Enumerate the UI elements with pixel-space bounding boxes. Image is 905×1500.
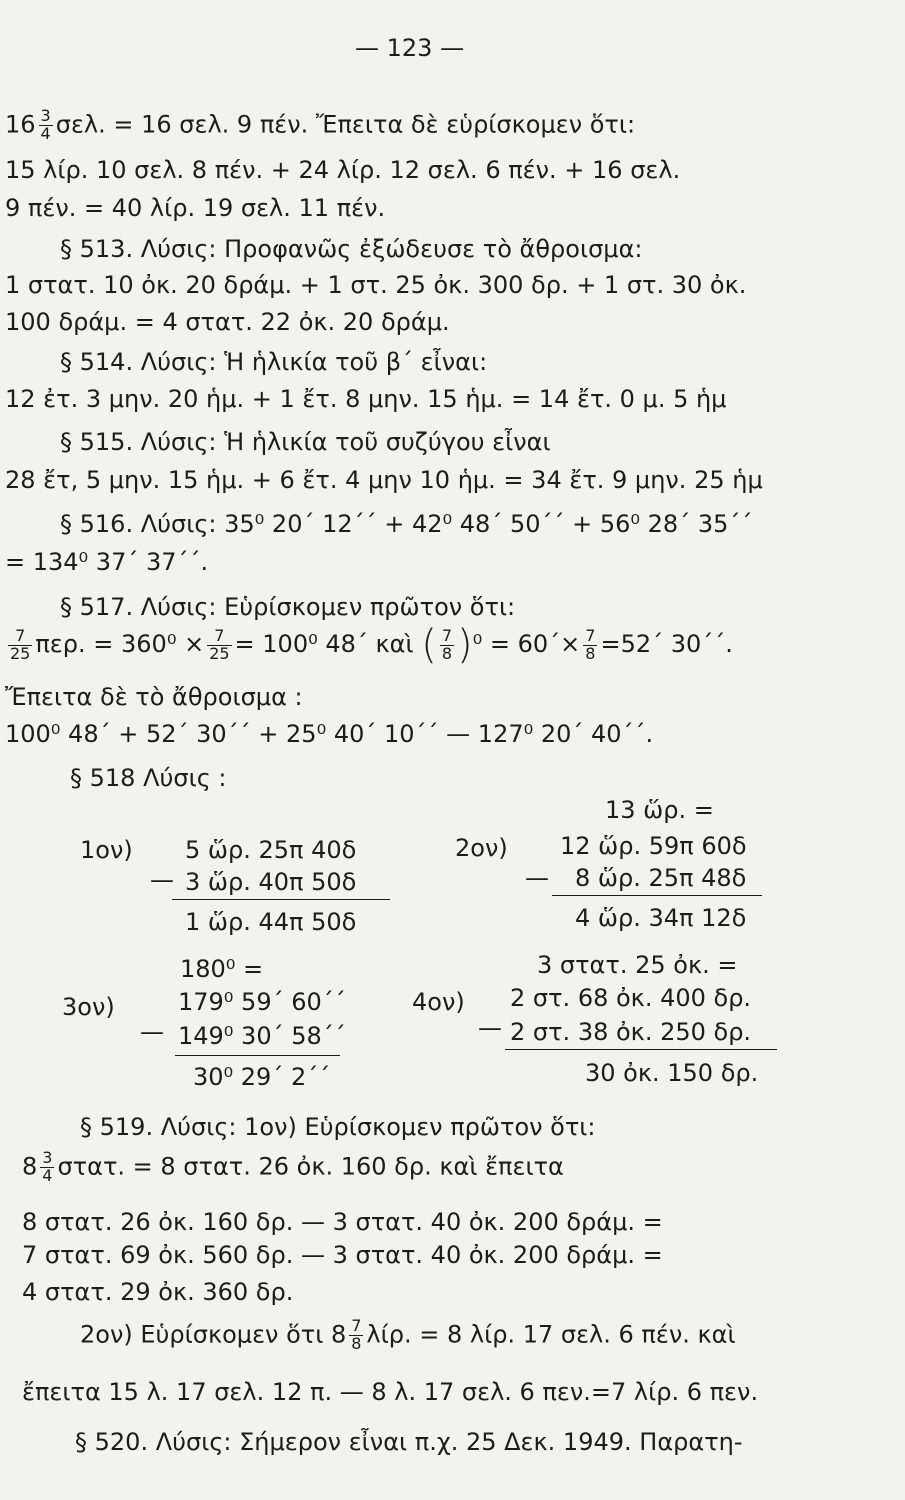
difference: 4 ὥρ. 34π 12δ — [575, 904, 747, 932]
equation-text: ⁰ = 60΄× — [472, 630, 581, 658]
fraction — [349, 1318, 363, 1353]
sum-rule — [172, 899, 390, 900]
section-heading: § 520. Λύσις: Σήμερον εἶναι π.χ. 25 Δεκ. 1949. Παρατη- — [75, 1428, 743, 1456]
page-number: — 123 — — [355, 34, 465, 62]
denominator: 8 — [441, 643, 453, 663]
numerator: 7 — [441, 625, 453, 645]
fraction — [40, 1150, 54, 1185]
subtrahend: 2 στ. 38 ὀκ. 250 δρ. — [510, 1018, 752, 1046]
problem-label: 2ον) — [455, 834, 508, 862]
sum-rule — [552, 895, 762, 896]
equation-text: λίρ. = 8 λίρ. 17 σελ. 6 πέν. καὶ — [366, 1320, 736, 1349]
denominator: 4 — [42, 1165, 53, 1185]
denominator: 8 — [585, 643, 596, 663]
numerator: 3 — [42, 1148, 53, 1167]
sum-rule — [175, 1055, 340, 1056]
minus-sign: — — [478, 1014, 502, 1042]
text-line: 8 στατ. 26 ὀκ. 160 δρ. — 3 στατ. 40 ὀκ. 200 δράμ. = — [22, 1208, 663, 1236]
section-heading: § 518 Λύσις : — [70, 764, 227, 792]
minuend: 2 στ. 68 ὀκ. 400 δρ. — [510, 984, 752, 1012]
equation-line — [5, 622, 733, 668]
minus-sign: — — [150, 866, 174, 894]
text-line: Ἔπειτα δὲ τὸ ἄθροισμα : — [5, 683, 303, 711]
minuend: 179⁰ 59΄ 60΄΄ — [178, 988, 346, 1016]
equation-line — [22, 1150, 564, 1185]
text-line: = 134⁰ 37΄ 37΄΄. — [5, 548, 209, 576]
equation-text: =52΄ 30΄΄. — [600, 630, 733, 658]
equation-text: = 100⁰ 48΄ καὶ — [234, 630, 414, 658]
whole-number: 16 — [5, 110, 36, 139]
problem-label: 1ον) — [80, 836, 133, 864]
problem-label: 3ον) — [62, 993, 115, 1021]
text-line: 4 στατ. 29 ὀκ. 360 δρ. — [22, 1278, 294, 1306]
numerator: 3 — [40, 106, 51, 125]
section-heading: § 519. Λύσις: 1ον) Εὑρίσκομεν πρῶτον ὅτι: — [80, 1113, 596, 1141]
equation-text: περ. = 360⁰ × — [35, 630, 205, 658]
section-heading: § 514. Λύσις: Ἡ ἡλικία τοῦ β΄ εἶναι: — [60, 348, 488, 376]
text-line: 100 δράμ. = 4 στατ. 22 ὀκ. 20 δράμ. — [5, 308, 450, 336]
subtrahend: 3 ὥρ. 40π 50δ — [185, 868, 357, 896]
paren-open: ( — [421, 622, 437, 668]
minus-sign: — — [140, 1018, 164, 1046]
denominator: 25 — [209, 643, 230, 663]
difference: 30 ὀκ. 150 δρ. — [585, 1059, 759, 1087]
numerator: 7 — [351, 1316, 362, 1335]
text-line: 28 ἔτ, 5 μην. 15 ἡμ. + 6 ἔτ. 4 μην 10 ἡμ. = 34 ἔτ. 9 μην. 25 ἡμ — [5, 466, 763, 494]
section-heading: § 515. Λύσις: Ἡ ἡλικία τοῦ συζύγου εἶναι — [60, 428, 551, 456]
problem-label: 4ον) — [412, 988, 465, 1016]
sum-rule — [505, 1049, 777, 1050]
difference: 30⁰ 29΄ 2΄΄ — [193, 1063, 331, 1091]
denominator: 8 — [351, 1333, 362, 1353]
text-line: ἔπειτα 15 λ. 17 σελ. 12 π. — 8 λ. 17 σελ. 6 πεν.=7 λίρ. 6 πεν. — [22, 1378, 759, 1406]
line-text: σελ. = 16 σελ. 9 πέν. Ἔπειτα δὲ εὑρίσκομεν ὅτι: — [55, 110, 636, 139]
fraction — [8, 625, 32, 663]
section-heading: § 517. Λύσις: Εὑρίσκομεν πρῶτον ὅτι: — [60, 593, 516, 621]
equation-text: 2ον) Εὑρίσκομεν ὅτι 8 — [80, 1320, 347, 1349]
fraction — [440, 625, 454, 663]
subtrahend: 149⁰ 30΄ 58΄΄ — [178, 1022, 346, 1050]
subtrahend: 8 ὥρ. 25π 48δ — [575, 864, 747, 892]
conversion: 180⁰ = — [180, 955, 264, 983]
fraction — [39, 108, 53, 143]
section-heading: § 513. Λύσις: Προφανῶς ἐξώδευσε τὸ ἄθροισμα: — [60, 235, 643, 263]
text-line — [5, 108, 635, 143]
numerator: 7 — [207, 628, 231, 646]
denominator: 4 — [40, 123, 51, 143]
whole-number: 8 — [22, 1152, 38, 1181]
denominator: 25 — [10, 643, 31, 663]
text-line: 100⁰ 48΄ + 52΄ 30΄΄ + 25⁰ 40΄ 10΄΄ — 127⁰ 20΄ 40΄΄. — [5, 720, 654, 748]
numerator: 7 — [585, 625, 596, 645]
text-line: 1 στατ. 10 ὀκ. 20 δράμ. + 1 στ. 25 ὀκ. 300 δρ. + 1 στ. 30 ὀκ. — [5, 271, 747, 299]
section-heading: § 516. Λύσις: 35⁰ 20΄ 12΄΄ + 42⁰ 48΄ 50΄΄ + 56⁰ 28΄ 35΄΄ — [60, 510, 753, 538]
text-line: 12 ἐτ. 3 μην. 20 ἡμ. + 1 ἔτ. 8 μην. 15 ἡμ. = 14 ἔτ. 0 μ. 5 ἡμ — [5, 385, 727, 413]
equation-text: στατ. = 8 στατ. 26 ὀκ. 160 δρ. καὶ ἔπειτα — [57, 1152, 564, 1181]
difference: 1 ὥρ. 44π 50δ — [185, 908, 357, 936]
numerator: 7 — [8, 628, 32, 646]
minus-sign: — — [525, 864, 549, 892]
conversion: 13 ὥρ. = — [605, 796, 714, 824]
paren-close: ) — [457, 622, 473, 668]
minuend: 12 ὥρ. 59π 60δ — [560, 832, 747, 860]
fraction — [583, 625, 597, 663]
equation-line — [80, 1318, 736, 1353]
text-line: 7 στατ. 69 ὀκ. 560 δρ. — 3 στατ. 40 ὀκ. 200 δράμ. = — [22, 1241, 663, 1269]
fraction — [207, 625, 231, 663]
text-line: 15 λίρ. 10 σελ. 8 πέν. + 24 λίρ. 12 σελ. 6 πέν. + 16 σελ. — [5, 156, 681, 184]
minuend: 5 ὥρ. 25π 40δ — [185, 836, 357, 864]
conversion: 3 στατ. 25 ὀκ. = — [537, 951, 738, 979]
text-line: 9 πέν. = 40 λίρ. 19 σελ. 11 πέν. — [5, 194, 386, 222]
